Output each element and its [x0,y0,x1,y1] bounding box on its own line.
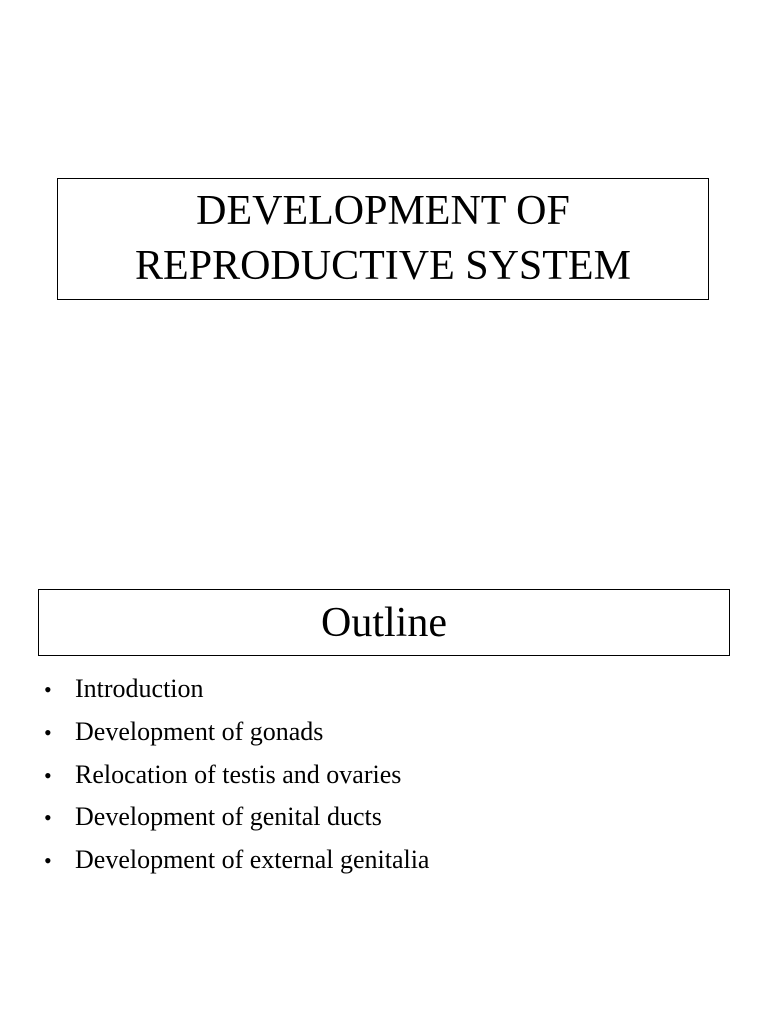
title-box [57,178,709,300]
title-line-2: REPRODUCTIVE SYSTEM [135,243,631,289]
list-item [40,754,730,797]
bullet-icon: • [44,677,52,702]
list-item-text: Development of gonads [75,716,324,746]
list-item [40,711,730,754]
list-item-text: Introduction [75,674,204,703]
title-line-1: DEVELOPMENT OF [196,188,570,234]
list-item [40,839,730,882]
list-item-text: Relocation of testis and ovaries [75,759,402,789]
outline-heading-box [38,589,730,656]
list-item [40,668,730,711]
list-item [40,796,730,839]
outline-list [40,668,730,882]
outline-heading: Outline [321,599,447,646]
bullet-icon: • [44,848,52,874]
bullet-icon: • [44,762,52,788]
list-item-text: Development of genital ducts [75,802,382,832]
bullet-icon: • [44,805,52,831]
list-item-text: Development of external genitalia [75,845,430,875]
bullet-icon: • [44,719,52,745]
